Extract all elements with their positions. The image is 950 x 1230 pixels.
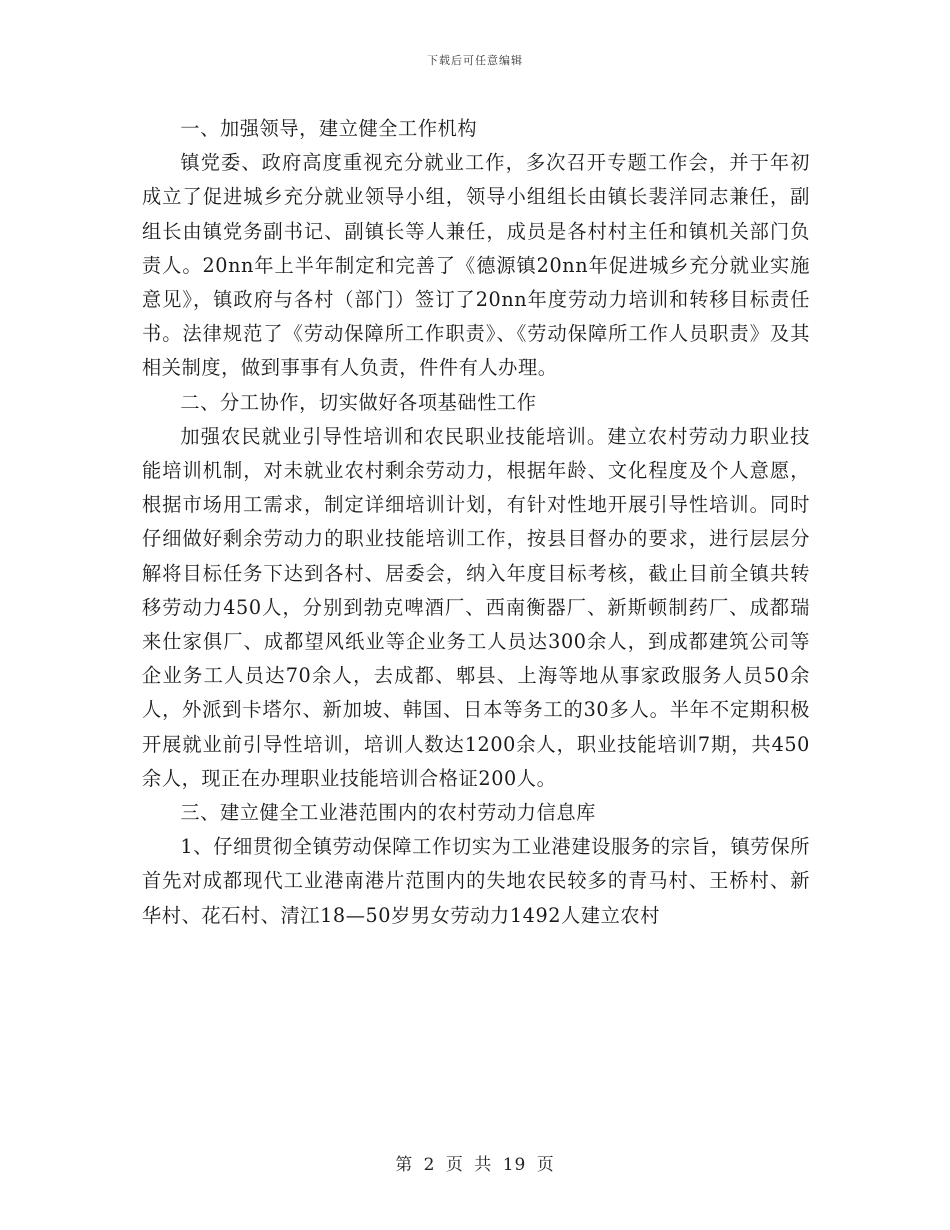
page-header: 下载后可任意编辑: [427, 54, 523, 67]
page-number-footer: 第 2 页 共 19 页: [395, 1155, 555, 1175]
body-paragraph: 镇党委、政府高度重视充分就业工作，多次召开专题工作会，并于年初成立了促进城乡充分就业领导小组，领导小组组长由镇长裴洋同志兼任，副组长由镇党务副书记、副镇长等人兼任，成员是各村村主任和镇机关部门负责人。20nn年上半年制定和完善了《德源镇20nn年促进城乡充分就业实施意见》，镇政府与各村（部门）签订了20nn年度劳动力培训和转移目标责任书。法律规范了《劳动保障所工作职责》、《劳动保障所工作人员职责》及其相关制度，做到事事有人负责，件件有人办理。: [142, 151, 810, 380]
section-heading-3: 三、建立健全工业港范围内的农村劳动力信息库: [180, 801, 596, 825]
document-body: [142, 112, 810, 933]
section-heading-2: 二、分工协作，切实做好各项基础性工作: [180, 390, 537, 414]
body-paragraph: 1、仔细贯彻全镇劳动保障工作切实为工业港建设服务的宗旨，镇劳保所首先对成都现代工业港南港片范围内的失地农民较多的青马村、王桥村、新华村、花石村、清江18—50岁男女劳动力1492人建立农村: [142, 835, 810, 927]
section-heading-1: 一、加强领导，建立健全工作机构: [180, 117, 478, 140]
body-paragraph: 加强农民就业引导性培训和农民职业技能培训。建立农村劳动力职业技能培训机制，对未就业农村剩余劳动力，根据年龄、文化程度及个人意愿，根据市场用工需求，制定详细培训计划，有针对性地开展引导性培训。同时仔细做好剩余劳动力的职业技能培训工作，按县目督办的要求，进行层层分解将目标任务下达到各村、居委会，纳入年度目标考核，截止目前全镇共转移劳动力450人，分别到勃克啤酒厂、西南衡器厂、新斯顿制药厂、成都瑞来仕家俱厂、成都望风纸业等企业务工人员达300余人，到成都建筑公司等企业务工人员达70余人，去成都、郫县、上海等地从事家政服务人员50余人，外派到卡塔尔、新加坡、韩国、日本等务工的30多人。半年不定期积极开展就业前引导性培训，培训人数达1200余人，职业技能培训7期，共450余人，现正在办理职业技能培训合格证200人。: [142, 424, 810, 790]
